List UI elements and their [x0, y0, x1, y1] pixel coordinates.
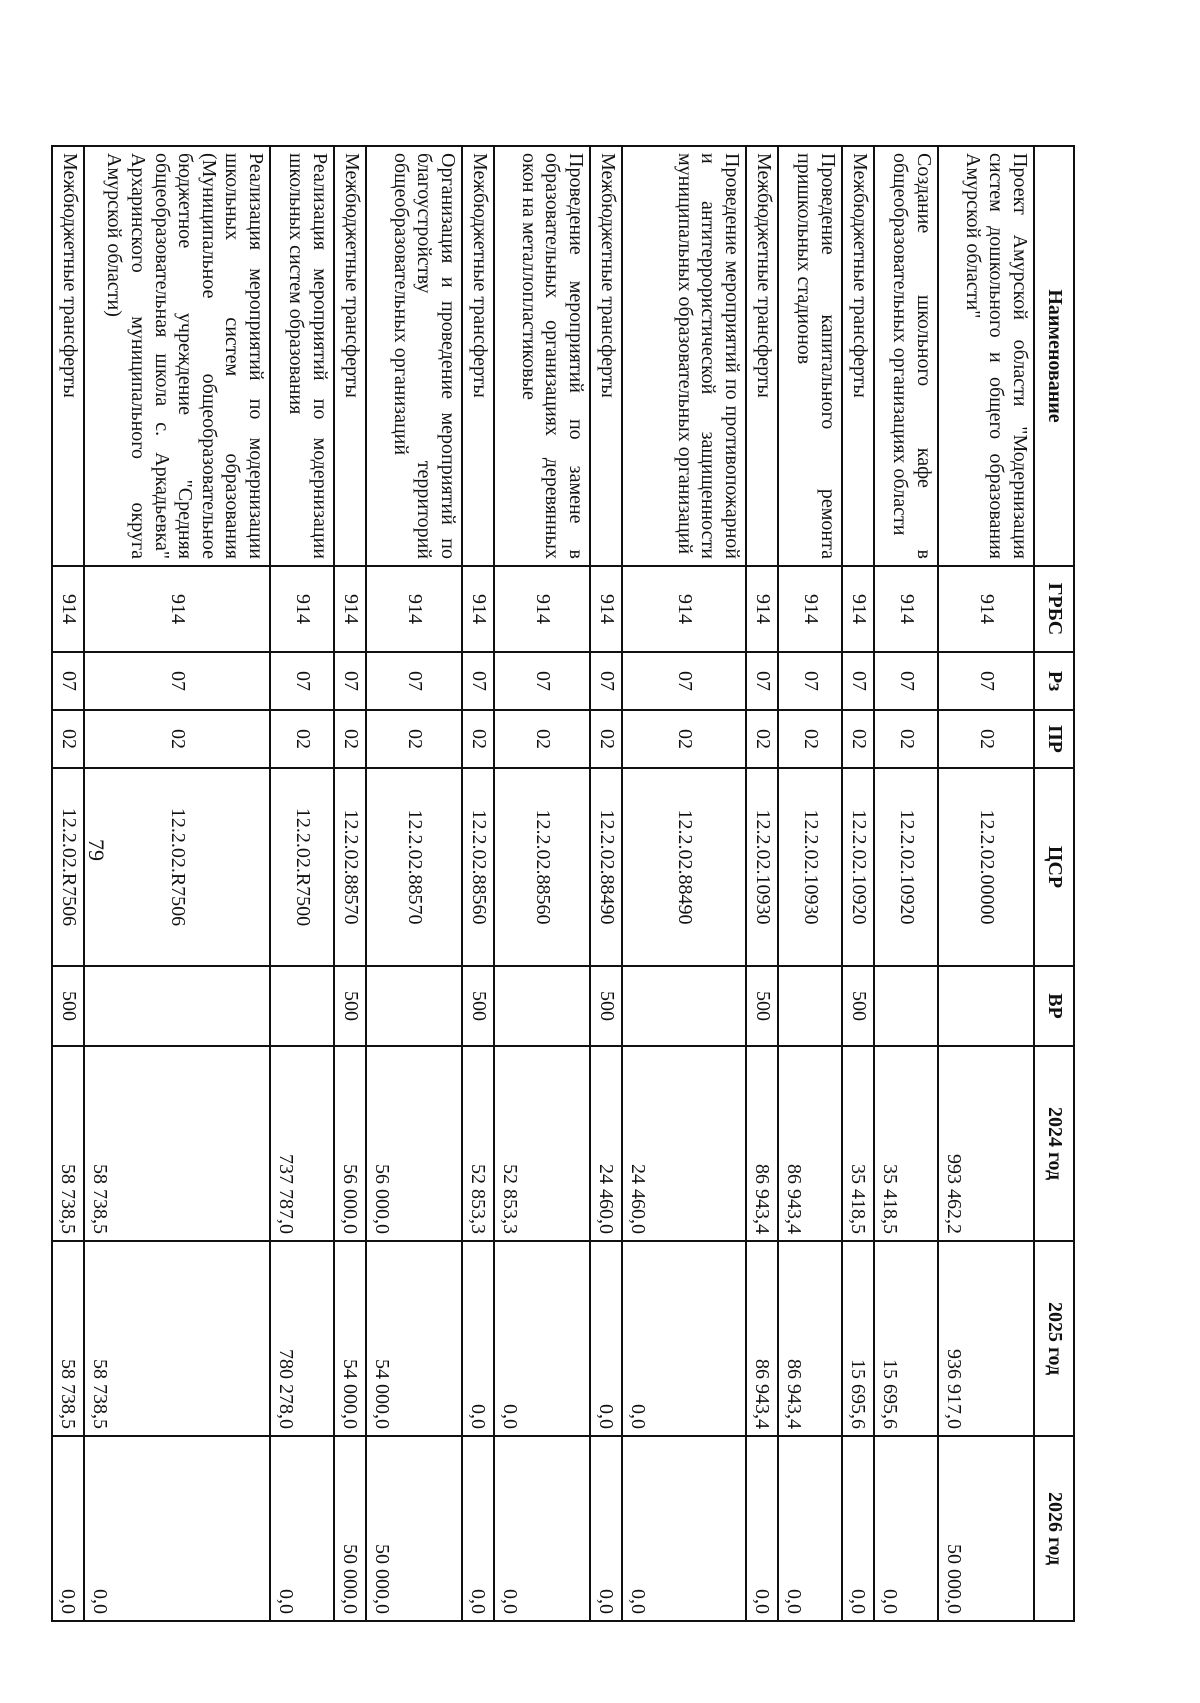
header-2025: 2025 год: [1034, 1241, 1074, 1436]
row-csr-cell: 12.2.02.R7500: [270, 768, 334, 966]
row-2025-cell: 58 738,5: [52, 1241, 84, 1436]
table-row: [622, 146, 746, 1621]
row-rz-cell: 07: [270, 652, 334, 710]
header-grbs: ГРБС: [1034, 566, 1074, 652]
table-row: [746, 146, 778, 1621]
row-pr-cell: 02: [270, 710, 334, 768]
table-row: [462, 146, 494, 1621]
table-row: [874, 146, 938, 1621]
table-row: [366, 146, 462, 1621]
row-pr-cell: 02: [622, 710, 746, 768]
table-row: [334, 146, 366, 1621]
row-2026-cell: 50 000,0: [938, 1436, 1034, 1621]
table-row: [778, 146, 842, 1621]
row-rz-cell: 07: [494, 652, 590, 710]
row-name-cell: Межбюджетные трансферты: [746, 146, 778, 566]
row-csr-cell: 12.2.02.10920: [874, 768, 938, 966]
row-2025-cell: 0,0: [494, 1241, 590, 1436]
row-rz-cell: 07: [590, 652, 622, 710]
row-grbs-cell: 914: [938, 566, 1034, 652]
budget-table: [51, 145, 1075, 1622]
row-pr-cell: 02: [938, 710, 1034, 768]
row-csr-cell: 12.2.02.88570: [334, 768, 366, 966]
row-grbs-cell: 914: [84, 566, 270, 652]
row-pr-cell: 02: [84, 710, 270, 768]
row-2025-cell: 86 943,4: [746, 1241, 778, 1436]
row-name-cell: Реализация мероприятий по модернизации школьных систем образования: [270, 146, 334, 566]
row-2025-cell: 936 917,0: [938, 1241, 1034, 1436]
row-name-cell: Межбюджетные трансферты: [334, 146, 366, 566]
row-2026-cell: 0,0: [494, 1436, 590, 1621]
row-grbs-cell: 914: [494, 566, 590, 652]
row-2025-cell: 15 695,6: [842, 1241, 874, 1436]
page-number: 79: [84, 839, 109, 861]
table-row: [84, 146, 270, 1621]
row-csr-cell: 12.2.02.88560: [462, 768, 494, 966]
row-name-cell: Проект Амурской области "Модернизация систем дошкольного и общего образования Амурской области": [938, 146, 1034, 566]
row-grbs-cell: 914: [270, 566, 334, 652]
row-2025-cell: 0,0: [622, 1241, 746, 1436]
row-rz-cell: 07: [52, 652, 84, 710]
row-csr-cell: 12.2.02.00000: [938, 768, 1034, 966]
row-vr-cell: [366, 966, 462, 1046]
row-name-cell: Межбюджетные трансферты: [842, 146, 874, 566]
row-grbs-cell: 914: [874, 566, 938, 652]
row-2026-cell: 50 000,0: [366, 1436, 462, 1621]
row-2026-cell: 0,0: [874, 1436, 938, 1621]
row-rz-cell: 07: [462, 652, 494, 710]
row-rz-cell: 07: [84, 652, 270, 710]
row-grbs-cell: 914: [590, 566, 622, 652]
row-vr-cell: 500: [590, 966, 622, 1046]
row-2026-cell: 0,0: [462, 1436, 494, 1621]
row-grbs-cell: 914: [622, 566, 746, 652]
row-2026-cell: 0,0: [622, 1436, 746, 1621]
row-pr-cell: 02: [462, 710, 494, 768]
row-pr-cell: 02: [874, 710, 938, 768]
row-2024-cell: 993 462,2: [938, 1046, 1034, 1241]
table-header-row: [1034, 146, 1074, 1621]
row-pr-cell: 02: [778, 710, 842, 768]
row-name-cell: Реализация мероприятий по модернизации школьных систем образования (Муниципальное общеобразовательное бюджетное учреждение "Средняя общеобразовательная школа с. Аркадьевка" Архаринского муниципального округа Амурской области): [84, 146, 270, 566]
row-name-cell: Проведение мероприятий по противопожарной и антитеррористической защищенности муниципальных образовательных организаций: [622, 146, 746, 566]
row-grbs-cell: 914: [746, 566, 778, 652]
row-pr-cell: 02: [494, 710, 590, 768]
row-name-cell: Межбюджетные трансферты: [52, 146, 84, 566]
row-2024-cell: 52 853,3: [462, 1046, 494, 1241]
row-name-cell: Создание школьного кафе в общеобразовательных организациях области: [874, 146, 938, 566]
row-grbs-cell: 914: [366, 566, 462, 652]
table-row: [270, 146, 334, 1621]
row-rz-cell: 07: [938, 652, 1034, 710]
header-2026: 2026 год: [1034, 1436, 1074, 1621]
row-csr-cell: 12.2.02.10920: [842, 768, 874, 966]
table-row: [842, 146, 874, 1621]
row-name-cell: Межбюджетные трансферты: [462, 146, 494, 566]
row-2026-cell: 50 000,0: [334, 1436, 366, 1621]
row-name-cell: Проведение капитального ремонта пришкольных стадионов: [778, 146, 842, 566]
table-body: [52, 146, 1034, 1621]
row-2025-cell: 15 695,6: [874, 1241, 938, 1436]
row-2025-cell: 0,0: [462, 1241, 494, 1436]
row-csr-cell: 12.2.02.10930: [778, 768, 842, 966]
row-pr-cell: 02: [366, 710, 462, 768]
row-pr-cell: 02: [842, 710, 874, 768]
row-vr-cell: 500: [746, 966, 778, 1046]
table-row: [494, 146, 590, 1621]
row-2026-cell: 0,0: [842, 1436, 874, 1621]
row-2026-cell: 0,0: [590, 1436, 622, 1621]
row-csr-cell: 12.2.02.88490: [590, 768, 622, 966]
row-rz-cell: 07: [622, 652, 746, 710]
row-csr-cell: 12.2.02.88560: [494, 768, 590, 966]
row-2024-cell: 56 000,0: [334, 1046, 366, 1241]
row-2024-cell: 56 000,0: [366, 1046, 462, 1241]
row-2026-cell: 0,0: [778, 1436, 842, 1621]
header-2024: 2024 год: [1034, 1046, 1074, 1241]
row-name-cell: Проведение мероприятий по замене в образовательных организациях деревянных окон на металлопластиковые: [494, 146, 590, 566]
row-vr-cell: [270, 966, 334, 1046]
row-vr-cell: [938, 966, 1034, 1046]
row-2026-cell: 0,0: [746, 1436, 778, 1621]
row-2024-cell: 86 943,4: [746, 1046, 778, 1241]
row-2026-cell: 0,0: [270, 1436, 334, 1621]
row-rz-cell: 07: [874, 652, 938, 710]
row-grbs-cell: 914: [462, 566, 494, 652]
row-vr-cell: [622, 966, 746, 1046]
row-vr-cell: 500: [842, 966, 874, 1046]
row-rz-cell: 07: [842, 652, 874, 710]
row-2024-cell: 737 787,0: [270, 1046, 334, 1241]
row-csr-cell: 12.2.02.88570: [366, 768, 462, 966]
row-grbs-cell: 914: [778, 566, 842, 652]
row-vr-cell: [84, 966, 270, 1046]
row-2024-cell: 52 853,3: [494, 1046, 590, 1241]
row-vr-cell: 500: [462, 966, 494, 1046]
row-grbs-cell: 914: [334, 566, 366, 652]
row-2025-cell: 54 000,0: [366, 1241, 462, 1436]
row-2025-cell: 58 738,5: [84, 1241, 270, 1436]
row-2025-cell: 86 943,4: [778, 1241, 842, 1436]
row-csr-cell: 12.2.02.R7506: [52, 768, 84, 966]
row-rz-cell: 07: [746, 652, 778, 710]
row-vr-cell: 500: [52, 966, 84, 1046]
row-vr-cell: [494, 966, 590, 1046]
header-csr: ЦСР: [1034, 768, 1074, 966]
header-vr: ВР: [1034, 966, 1074, 1046]
header-name: Наименование: [1034, 146, 1074, 566]
row-2025-cell: 780 278,0: [270, 1241, 334, 1436]
row-rz-cell: 07: [778, 652, 842, 710]
row-pr-cell: 02: [746, 710, 778, 768]
row-csr-cell: 12.2.02.88490: [622, 768, 746, 966]
row-csr-cell: 12.2.02.R7506: [84, 768, 270, 966]
row-vr-cell: [778, 966, 842, 1046]
table-row: [590, 146, 622, 1621]
row-rz-cell: 07: [334, 652, 366, 710]
table-row: [938, 146, 1034, 1621]
row-grbs-cell: 914: [842, 566, 874, 652]
header-pr: ПР: [1034, 710, 1074, 768]
row-pr-cell: 02: [52, 710, 84, 768]
row-vr-cell: [874, 966, 938, 1046]
row-2024-cell: 58 738,5: [84, 1046, 270, 1241]
row-vr-cell: 500: [334, 966, 366, 1046]
row-2026-cell: 0,0: [84, 1436, 270, 1621]
row-2025-cell: 54 000,0: [334, 1241, 366, 1436]
row-pr-cell: 02: [334, 710, 366, 768]
row-2026-cell: 0,0: [52, 1436, 84, 1621]
row-2024-cell: 86 943,4: [778, 1046, 842, 1241]
row-name-cell: Межбюджетные трансферты: [590, 146, 622, 566]
row-pr-cell: 02: [590, 710, 622, 768]
row-grbs-cell: 914: [52, 566, 84, 652]
table-row: [52, 146, 84, 1621]
row-2024-cell: 24 460,0: [622, 1046, 746, 1241]
row-2024-cell: 58 738,5: [52, 1046, 84, 1241]
header-rz: Рз: [1034, 652, 1074, 710]
row-rz-cell: 07: [366, 652, 462, 710]
row-name-cell: Организация и проведение мероприятий по благоустройству территорий общеобразовательных организаций: [366, 146, 462, 566]
row-2025-cell: 0,0: [590, 1241, 622, 1436]
row-csr-cell: 12.2.02.10930: [746, 768, 778, 966]
row-2024-cell: 35 418,5: [874, 1046, 938, 1241]
row-2024-cell: 35 418,5: [842, 1046, 874, 1241]
row-2024-cell: 24 460,0: [590, 1046, 622, 1241]
